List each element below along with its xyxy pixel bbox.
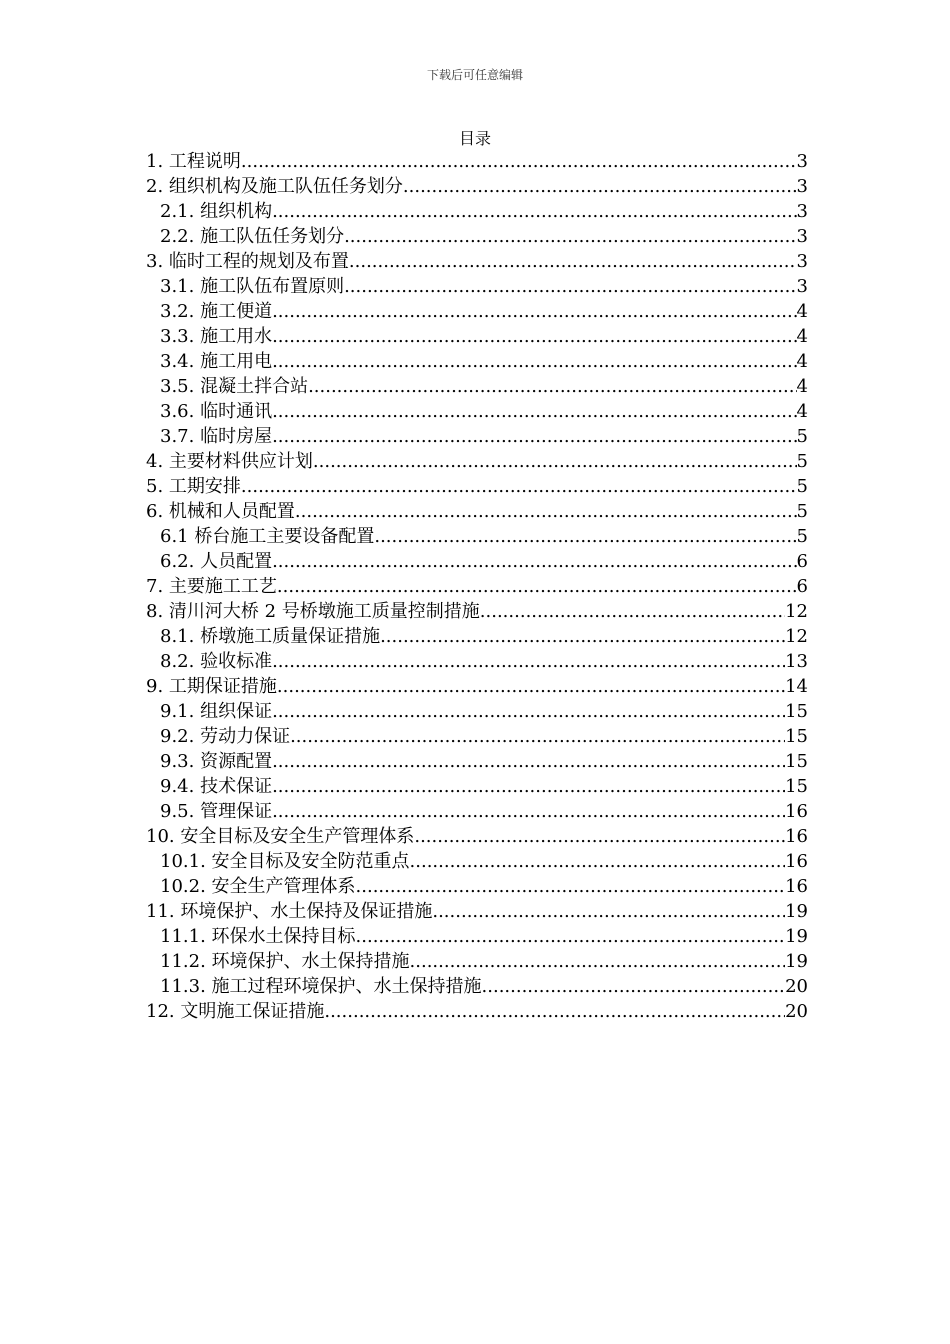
toc-entry[interactable] xyxy=(146,724,808,749)
table-of-contents xyxy=(146,149,808,1024)
toc-entry[interactable] xyxy=(146,899,808,924)
toc-entry-page-number: 16 xyxy=(785,826,808,847)
toc-entry-page-number: 15 xyxy=(785,776,808,797)
toc-leader-dots xyxy=(241,149,797,174)
toc-leader-dots xyxy=(272,549,796,574)
toc-entry[interactable] xyxy=(146,774,808,799)
toc-entry-label: 8. 清川河大桥 2 号桥墩施工质量控制措施 xyxy=(146,601,480,622)
toc-leader-dots xyxy=(313,449,797,474)
toc-entry-page-number: 20 xyxy=(785,1001,808,1022)
toc-leader-dots xyxy=(272,749,785,774)
toc-entry[interactable] xyxy=(146,374,808,399)
toc-leader-dots xyxy=(380,624,785,649)
toc-entry-label: 9.2. 劳动力保证 xyxy=(160,726,291,747)
toc-entry-label: 10.1. 安全目标及安全防范重点 xyxy=(160,851,410,872)
toc-entry-label: 3.1. 施工队伍布置原则 xyxy=(160,276,345,297)
toc-entry-page-number: 4 xyxy=(796,376,808,397)
toc-leader-dots xyxy=(349,249,797,274)
toc-entry-label: 3.4. 施工用电 xyxy=(160,351,273,372)
toc-leader-dots xyxy=(272,699,785,724)
toc-entry-page-number: 4 xyxy=(796,301,808,322)
toc-leader-dots xyxy=(344,224,796,249)
toc-entry-label: 8.2. 验收标准 xyxy=(160,651,273,672)
toc-entry-label: 2. 组织机构及施工队伍任务划分 xyxy=(146,176,403,197)
toc-entry-label: 5. 工期安排 xyxy=(146,476,241,497)
toc-leader-dots xyxy=(482,974,786,999)
toc-entry[interactable] xyxy=(146,149,808,174)
toc-entry-page-number: 4 xyxy=(796,326,808,347)
toc-entry[interactable] xyxy=(146,424,808,449)
toc-entry-page-number: 5 xyxy=(796,526,808,547)
toc-entry-page-number: 3 xyxy=(796,276,808,297)
toc-entry[interactable] xyxy=(146,874,808,899)
toc-entry-page-number: 5 xyxy=(796,501,808,522)
toc-entry[interactable] xyxy=(146,274,808,299)
toc-entry-page-number: 3 xyxy=(796,251,808,272)
toc-leader-dots xyxy=(432,899,785,924)
toc-entry[interactable] xyxy=(146,924,808,949)
toc-entry-label: 3.2. 施工便道 xyxy=(160,301,273,322)
toc-leader-dots xyxy=(356,874,786,899)
toc-leader-dots xyxy=(272,799,785,824)
toc-entry-label: 11.1. 环保水土保持目标 xyxy=(160,926,356,947)
toc-entry-label: 2.2. 施工队伍任务划分 xyxy=(160,226,345,247)
toc-entry-label: 9.1. 组织保证 xyxy=(160,701,273,722)
toc-entry[interactable] xyxy=(146,199,808,224)
toc-entry-page-number: 6 xyxy=(796,551,808,572)
toc-entry-page-number: 15 xyxy=(785,751,808,772)
toc-entry-label: 7. 主要施工工艺 xyxy=(146,576,277,597)
toc-entry-label: 9.5. 管理保证 xyxy=(160,801,273,822)
toc-entry[interactable] xyxy=(146,499,808,524)
toc-entry-label: 9.4. 技术保证 xyxy=(160,776,273,797)
toc-leader-dots xyxy=(356,924,786,949)
toc-entry[interactable] xyxy=(146,549,808,574)
toc-entry-page-number: 19 xyxy=(785,951,808,972)
toc-entry[interactable] xyxy=(146,574,808,599)
toc-entry-page-number: 3 xyxy=(796,201,808,222)
toc-entry-page-number: 13 xyxy=(785,651,808,672)
toc-entry[interactable] xyxy=(146,624,808,649)
toc-leader-dots xyxy=(272,299,796,324)
toc-entry-label: 3.7. 临时房屋 xyxy=(160,426,273,447)
toc-entry[interactable] xyxy=(146,749,808,774)
toc-entry-label: 9. 工期保证措施 xyxy=(146,676,277,697)
toc-leader-dots xyxy=(295,499,797,524)
toc-entry-label: 11.3. 施工过程环境保护、水土保持措施 xyxy=(160,976,482,997)
toc-leader-dots xyxy=(272,324,796,349)
toc-entry[interactable] xyxy=(146,849,808,874)
toc-entry[interactable] xyxy=(146,999,808,1024)
toc-entry-page-number: 5 xyxy=(796,426,808,447)
toc-entry-label: 1. 工程说明 xyxy=(146,151,241,172)
toc-title: 目录 xyxy=(458,129,491,148)
toc-entry[interactable] xyxy=(146,974,808,999)
toc-entry-label: 4. 主要材料供应计划 xyxy=(146,451,313,472)
toc-entry[interactable] xyxy=(146,824,808,849)
toc-entry[interactable] xyxy=(146,324,808,349)
toc-entry-page-number: 12 xyxy=(785,626,808,647)
toc-leader-dots xyxy=(324,999,785,1024)
toc-entry-label: 12. 文明施工保证措施 xyxy=(146,1001,325,1022)
toc-entry-label: 6.2. 人员配置 xyxy=(160,551,273,572)
toc-leader-dots xyxy=(308,374,796,399)
toc-leader-dots xyxy=(344,274,796,299)
toc-leader-dots xyxy=(480,599,785,624)
toc-leader-dots xyxy=(374,524,796,549)
toc-leader-dots xyxy=(272,399,796,424)
toc-entry-page-number: 16 xyxy=(785,801,808,822)
toc-entry-page-number: 5 xyxy=(796,451,808,472)
toc-entry[interactable] xyxy=(146,524,808,549)
toc-leader-dots xyxy=(414,824,785,849)
toc-entry-page-number: 16 xyxy=(785,851,808,872)
toc-entry-label: 3. 临时工程的规划及布置 xyxy=(146,251,349,272)
toc-entry[interactable] xyxy=(146,224,808,249)
toc-entry-page-number: 15 xyxy=(785,726,808,747)
toc-entry-page-number: 19 xyxy=(785,901,808,922)
toc-entry[interactable] xyxy=(146,299,808,324)
toc-leader-dots xyxy=(277,674,785,699)
toc-entry-label: 3.3. 施工用水 xyxy=(160,326,273,347)
toc-entry-page-number: 14 xyxy=(785,676,808,697)
toc-entry-page-number: 4 xyxy=(796,401,808,422)
toc-leader-dots xyxy=(272,349,796,374)
toc-entry-label: 11. 环境保护、水土保持及保证措施 xyxy=(146,901,433,922)
toc-leader-dots xyxy=(272,774,785,799)
toc-entry-page-number: 12 xyxy=(785,601,808,622)
toc-leader-dots xyxy=(241,474,797,499)
toc-entry-label: 8.1. 桥墩施工质量保证措施 xyxy=(160,626,381,647)
toc-entry-label: 10. 安全目标及安全生产管理体系 xyxy=(146,826,415,847)
toc-entry[interactable] xyxy=(146,649,808,674)
toc-entry-label: 3.6. 临时通讯 xyxy=(160,401,273,422)
toc-leader-dots xyxy=(410,949,786,974)
toc-entry[interactable] xyxy=(146,399,808,424)
toc-entry[interactable] xyxy=(146,174,808,199)
toc-entry-page-number: 19 xyxy=(785,926,808,947)
toc-entry-page-number: 3 xyxy=(796,176,808,197)
toc-leader-dots xyxy=(272,424,796,449)
toc-entry-label: 9.3. 资源配置 xyxy=(160,751,273,772)
toc-entry-page-number: 20 xyxy=(785,976,808,997)
toc-entry-label: 3.5. 混凝土拌合站 xyxy=(160,376,309,397)
toc-entry-page-number: 5 xyxy=(796,476,808,497)
toc-leader-dots xyxy=(277,574,797,599)
toc-entry[interactable] xyxy=(146,674,808,699)
toc-entry[interactable] xyxy=(146,799,808,824)
toc-leader-dots xyxy=(290,724,785,749)
toc-entry[interactable] xyxy=(146,249,808,274)
toc-entry-label: 6. 机械和人员配置 xyxy=(146,501,295,522)
toc-entry-page-number: 3 xyxy=(796,151,808,172)
toc-entry-page-number: 4 xyxy=(796,351,808,372)
toc-entry-page-number: 3 xyxy=(796,226,808,247)
toc-leader-dots xyxy=(272,199,796,224)
toc-entry-page-number: 15 xyxy=(785,701,808,722)
toc-entry[interactable] xyxy=(146,449,808,474)
toc-entry-label: 11.2. 环境保护、水土保持措施 xyxy=(160,951,410,972)
toc-leader-dots xyxy=(403,174,797,199)
toc-entry[interactable] xyxy=(146,349,808,374)
toc-leader-dots xyxy=(272,649,785,674)
toc-leader-dots xyxy=(410,849,786,874)
toc-entry-label: 6.1 桥台施工主要设备配置 xyxy=(160,526,375,547)
toc-entry-page-number: 16 xyxy=(785,876,808,897)
toc-entry[interactable] xyxy=(146,699,808,724)
toc-entry[interactable] xyxy=(146,599,808,624)
header-note: 下载后可任意编辑 xyxy=(426,68,523,82)
toc-entry-page-number: 6 xyxy=(796,576,808,597)
toc-entry[interactable] xyxy=(146,949,808,974)
toc-entry[interactable] xyxy=(146,474,808,499)
toc-entry-label: 10.2. 安全生产管理体系 xyxy=(160,876,356,897)
toc-entry-label: 2.1. 组织机构 xyxy=(160,201,273,222)
